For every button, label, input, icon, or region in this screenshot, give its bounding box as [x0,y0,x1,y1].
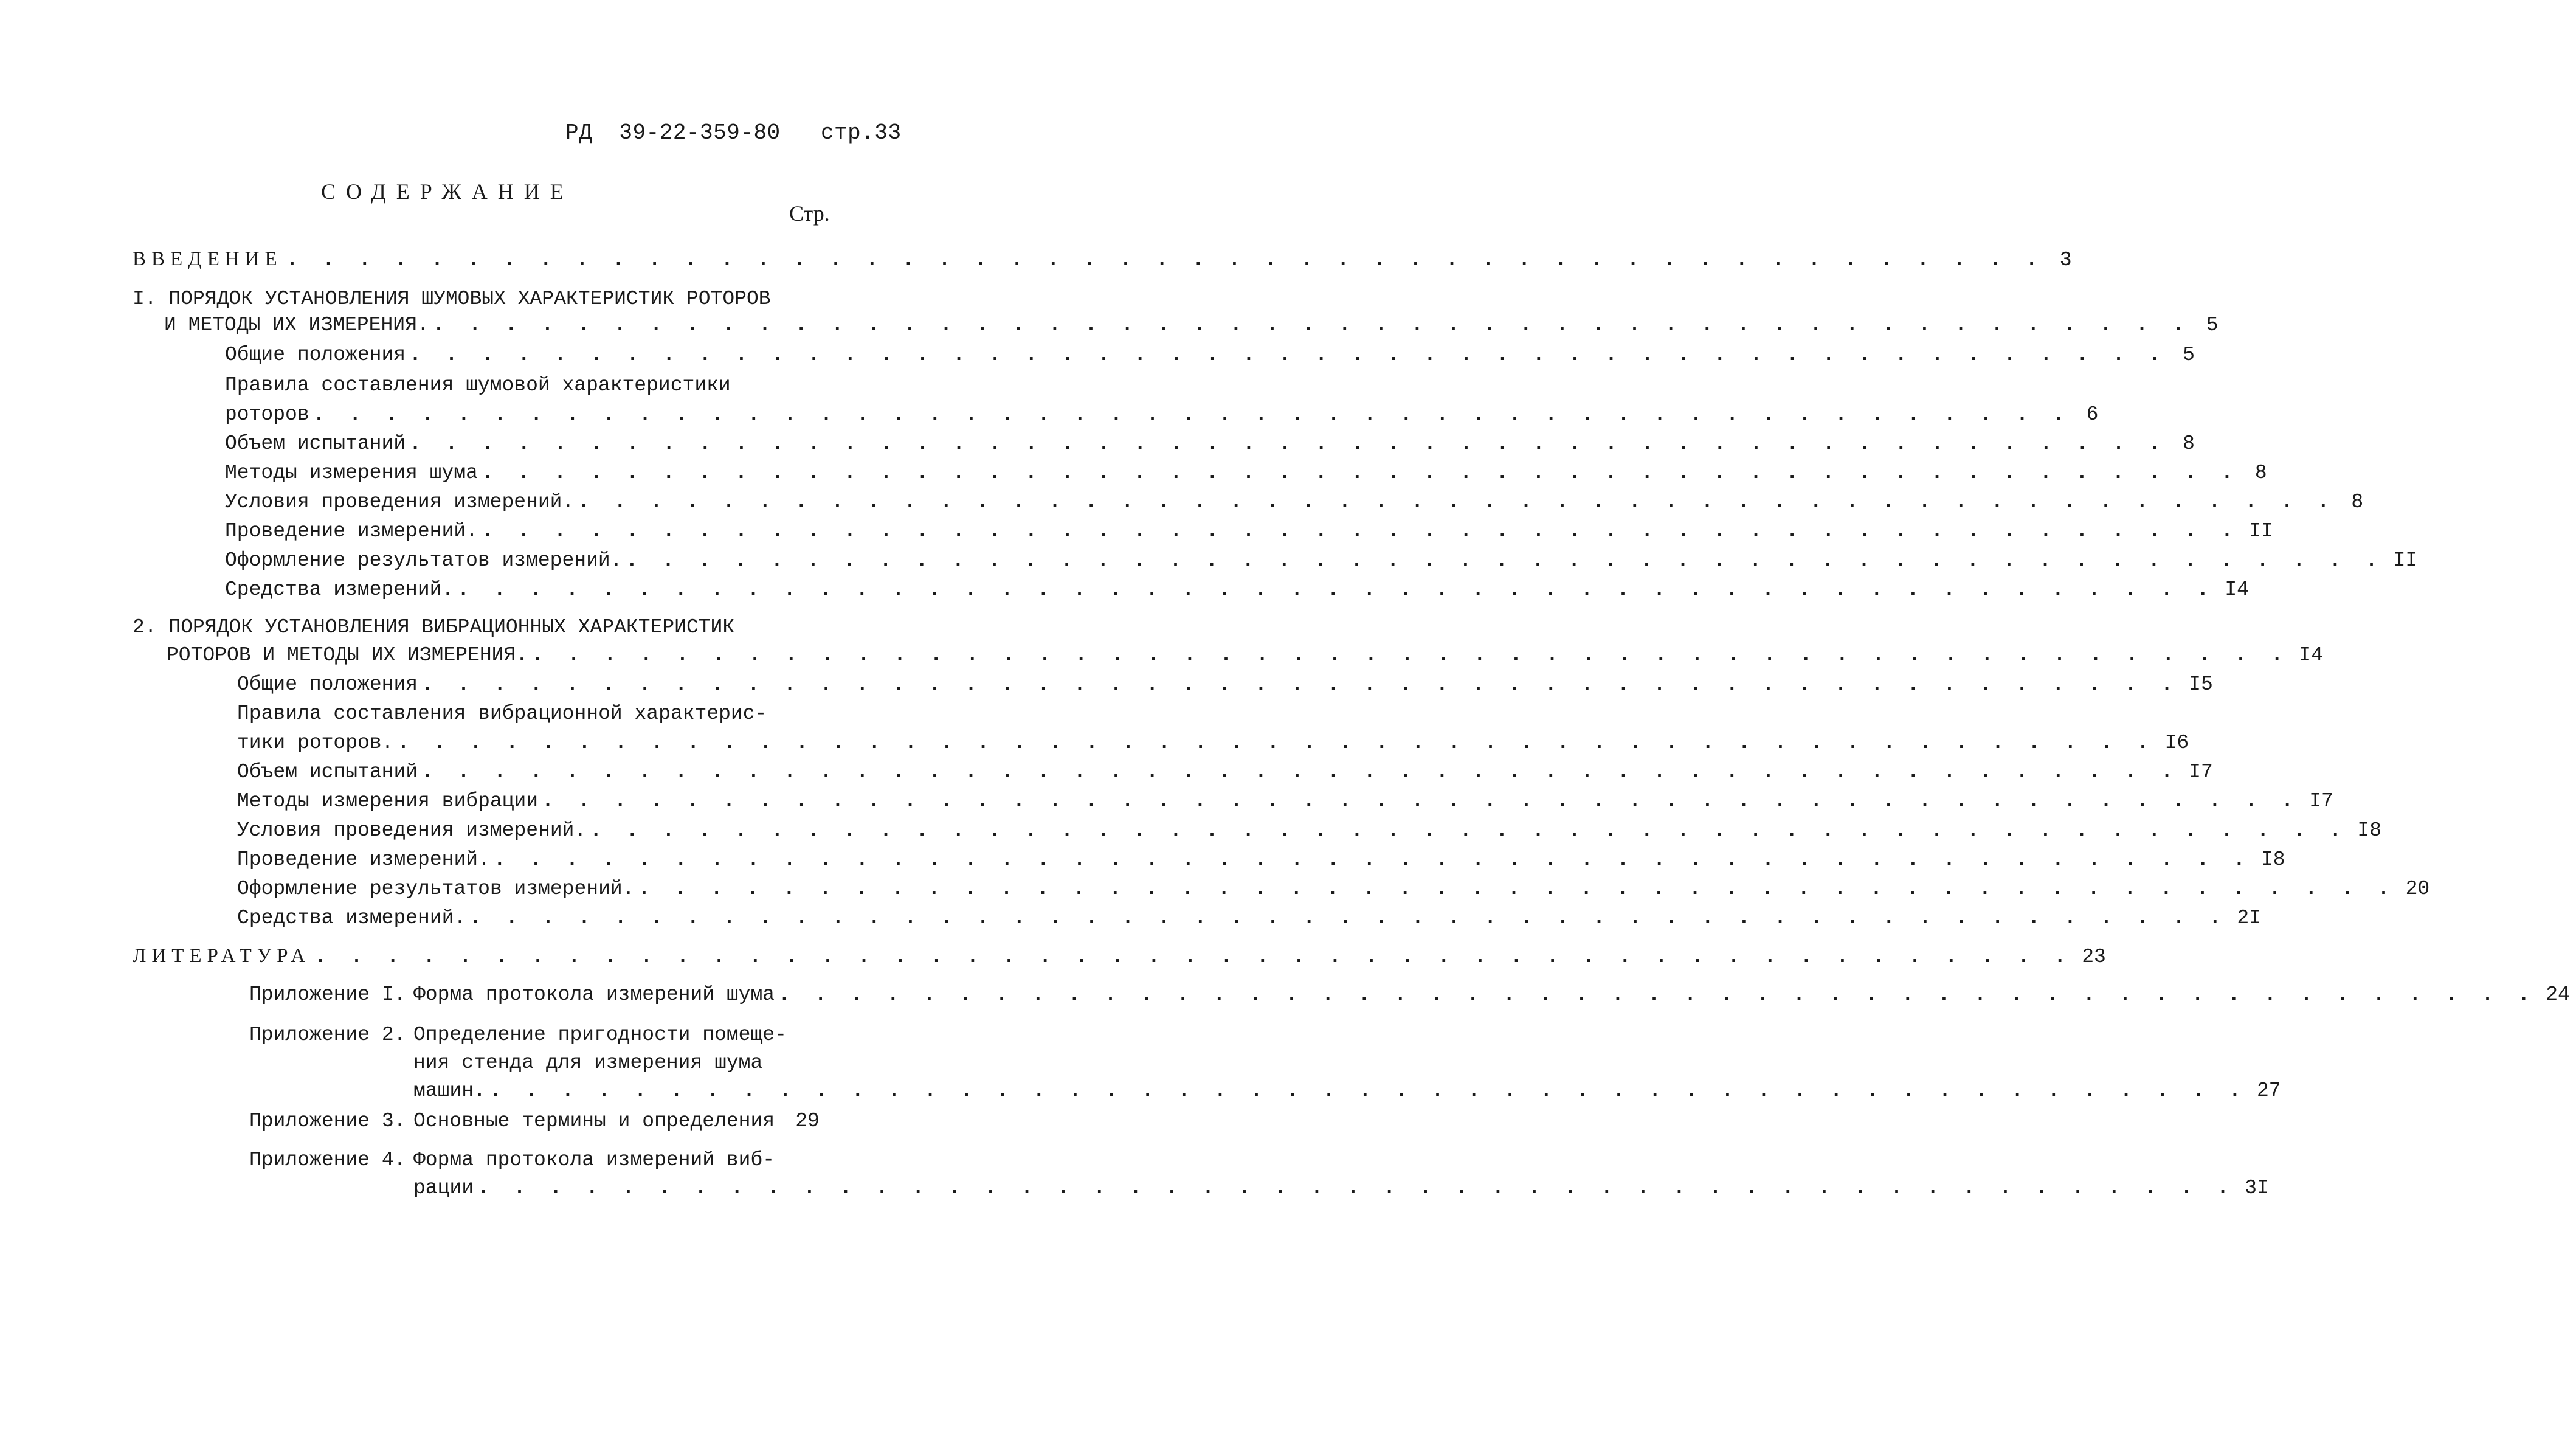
toc-entry-label: Оформление результатов измерений. [225,549,623,572]
toc-entry-appendix-1[interactable] [413,982,2570,1008]
appendix-4-label: Приложение 4. [249,1149,406,1171]
toc-entry[interactable] [237,671,2213,698]
toc-entry-appendix-3[interactable] [413,1108,826,1135]
toc-entry[interactable] [225,431,2195,457]
toc-entry-section-1[interactable] [164,312,2219,339]
toc-entry[interactable] [225,518,2273,545]
toc-entry-label: Объем испытаний [225,432,406,455]
leader-dots: . . . . . . . . . . . . . . . . . . . . . . . . . . . . . . . . . . . . . . . . . . . . . . . . . [421,673,2179,696]
leader-dots: . . . . . . . . . . . . . . . . . . . . . . . . . . . . . . . . . . . . . . . . . . . . . . . . . [542,790,2300,812]
leader-dots: . . . . . . . . . . . . . . . . . . . . . . . . . . . . . . . . . . . . . . . . . . . . . . . . . [481,520,2239,542]
leader-dots: . . . . . . . . . . . . . . . . . . . . . . . . . . . . . . . . . . . . . . . . . . . . . . . . . [638,878,2396,900]
toc-page-number: I7 [2189,761,2213,783]
toc-entry[interactable] [237,759,2213,786]
toc-entry-label: РОТОРОВ И МЕТОДЫ ИХ ИЗМЕРЕНИЯ. [167,644,528,667]
toc-entry[interactable] [237,788,2333,815]
toc-page-number: II [2248,520,2273,542]
toc-page-number: 8 [2254,462,2267,484]
leader-dots: . . . . . . . . . . . . . . . . . . . . . . . . . . . . . . . . . . . . . . . . . . . . . . . . . [457,578,2215,601]
toc-page-number: 29 [795,1110,820,1132]
leader-dots: . . . . . . . . . . . . . . . . . . . . . . . . . . . . . . . . . . . . . . . . . . . . . . . . . [469,907,2228,929]
toc-page-number: 6 [2086,403,2099,426]
toc-entry-label: И МЕТОДЫ ИХ ИЗМЕРЕНИЯ. [164,314,429,336]
toc-page-number: 8 [2351,491,2364,513]
toc-entry[interactable] [237,876,2430,902]
leader-dots: . . . . . . . . . . . . . . . . . . . . . . . . . . . . . . . . . . . . . . . . . . . . . . . . . [481,462,2239,484]
leader-dots: . . . . . . . . . . . . . . . . . . . . . . . . . . . . . . . . . . . . . . . . . . . . . . . . . [286,249,2044,271]
page-column-label: Стр. [789,201,830,226]
toc-entry[interactable] [225,577,2249,603]
toc-entry-label: ния стенда для измерения шума [413,1051,763,1074]
toc-entry[interactable] [237,847,2285,873]
toc-entry-label: Оформление результатов измерений. [237,878,635,900]
toc-page-number: I4 [2225,578,2249,601]
leader-dots: . . . . . . . . . . . . . . . . . . . . . . . . . . . . . . . . . . . . . . . . . . . . . . . . . [590,819,2348,842]
toc-entry-label: тики роторов. [237,732,394,754]
appendix-1-label: Приложение I. [249,983,406,1006]
toc-page-number: II [2393,549,2418,572]
toc-page-number: I8 [2260,848,2285,871]
toc-entry-label: Общие положения [237,673,418,696]
toc-entry[interactable] [225,547,2418,574]
toc-entry-label: роторов [225,403,309,426]
toc-entry-label: Условия проведения измерений. [237,819,587,842]
toc-entry-section-2[interactable] [167,642,2323,669]
toc-entry[interactable] [237,905,2261,932]
toc-entry-label: Проведение измерений. [237,848,490,871]
toc-page-number: I8 [2357,819,2382,842]
appendix-3-label: Приложение 3. [249,1110,406,1132]
section-1-title: I. ПОРЯДОК УСТАНОВЛЕНИЯ ШУМОВЫХ ХАРАКТЕРИСТИК РОТОРОВ [133,288,771,310]
toc-page-number: 20 [2405,878,2430,900]
toc-entry-literature[interactable] [133,943,2106,969]
toc-entry[interactable] [237,817,2382,844]
toc-page-number: I6 [2164,732,2189,754]
toc-entry-label: Определение пригодности помеще- [413,1023,787,1046]
toc-page-number: 23 [2082,946,2106,968]
leader-dots: . . . . . . . . . . . . . . . . . . . . . . . . . . . . . . . . . . . . . . . . . . . . . . . . . [409,344,2167,366]
appendix-2-label: Приложение 2. [249,1023,406,1046]
toc-entry-label: Проведение измерений. [225,520,478,542]
toc-entry-appendix-4[interactable] [413,1175,2269,1202]
toc-entry-label: Методы измерения шума [225,462,478,484]
leader-dots: . . . . . . . . . . . . . . . . . . . . . . . . . . . . . . . . . . . . . . . . . . . . . . . . . [421,761,2179,783]
page-title: СОДЕРЖАНИЕ [321,179,574,204]
toc-entry-label: Методы измерения вибрации [237,790,539,812]
toc-entry-label: рации [413,1177,474,1199]
toc-entry[interactable] [225,460,2267,487]
toc-entry-label: Форма протокола измерений шума [413,983,775,1006]
leader-dots: . . . . . . . . . . . . . . . . . . . . . . . . . . . . . . . . . . . . . . . . . . . . . . . . . [489,1079,2247,1102]
leader-dots: . . . . . . . . . . . . . . . . . . . . . . . . . . . . . . . . . . . . . . . . . . . . . . . . . [432,314,2191,336]
toc-page-number: 27 [2256,1079,2281,1102]
toc-page-number: I4 [2299,644,2323,667]
toc-page-number: 24 [2546,983,2570,1006]
toc-entry[interactable] [225,489,2364,516]
toc-page-number: I7 [2309,790,2333,812]
leader-dots: . . . . . . . . . . . . . . . . . . . . . . . . . . . . . . . . . . . . . . . . . . . . . . . . . [531,644,2290,667]
toc-entry-label: Средства измерений. [225,578,454,601]
leader-dots: . . . . . . . . . . . . . . . . . . . . . . . . . . . . . . . . . . . . . . . . . . . . . . . . . [493,848,2251,871]
toc-entry-label: Форма протокола измерений виб- [413,1149,775,1171]
leader-dots: . . . . . . . . . . . . . . . . . . . . . . . . . . . . . . . . . . . . . . . . . . . . . . . . . [778,983,2536,1006]
leader-dots: . . . . . . . . . . . . . . . . . . . . . . . . . . . . . . . . . . . . . . . . . . . . . . . . . [313,403,2071,426]
leader-dots: . . . . . . . . . . . . . . . . . . . . . . . . . . . . . . . . . . . . . . . . . . . . . . . . . [477,1177,2235,1199]
toc-page-number: 3I [2245,1177,2269,1199]
toc-entry-label: машин. [413,1079,486,1102]
leader-dots: . . . . . . . . . . . . . . . . . . . . . . . . . . . . . . . . . . . . . . . . . . . . . . . . . [314,946,2072,968]
toc-page-number: 3 [2059,249,2072,271]
toc-entry-intro[interactable] [133,246,2072,272]
toc-entry-label: ВВЕДЕНИЕ [133,248,283,270]
toc-entry-label: Правила составления вибрационной характерис- [237,702,767,725]
toc-page-number: 5 [2206,314,2219,336]
toc-page-number: 2I [2237,907,2261,929]
toc-page-number: I5 [2189,673,2213,696]
toc-entry-label: Объем испытаний [237,761,418,783]
toc-entry-label: Основные термины и определения [413,1110,775,1132]
toc-entry-label: Условия проведения измерений. [225,491,575,513]
leader-dots: . . . . . . . . . . . . . . . . . . . . . . . . . . . . . . . . . . . . . . . . . . . . . . . . . [397,732,2155,754]
toc-entry-label: ЛИТЕРАТУРА [133,945,311,967]
leader-dots: . . . . . . . . . . . . . . . . . . . . . . . . . . . . . . . . . . . . . . . . . . . . . . . . . [409,432,2167,455]
leader-dots: . . . . . . . . . . . . . . . . . . . . . . . . . . . . . . . . . . . . . . . . . . . . . . . . . [626,549,2384,572]
leader-dots: . . . . . . . . . . . . . . . . . . . . . . . . . . . . . . . . . . . . . . . . . . . . . . . . . [578,491,2336,513]
document-header: РД 39-22-359-80 стр.33 [565,120,902,145]
toc-page-number: 5 [2183,344,2195,366]
toc-entry[interactable] [237,730,2189,757]
toc-entry[interactable] [225,401,2099,428]
toc-page-number: 8 [2183,432,2195,455]
toc-entry[interactable] [225,342,2195,369]
toc-entry-label: Общие положения [225,344,406,366]
toc-entry-label: Правила составления шумовой характеристики [225,374,731,396]
toc-entry-appendix-2[interactable] [413,1078,2281,1104]
toc-entry-label: Средства измерений. [237,907,466,929]
section-2-title: 2. ПОРЯДОК УСТАНОВЛЕНИЯ ВИБРАЦИОННЫХ ХАРАКТЕРИСТИК [133,616,735,639]
